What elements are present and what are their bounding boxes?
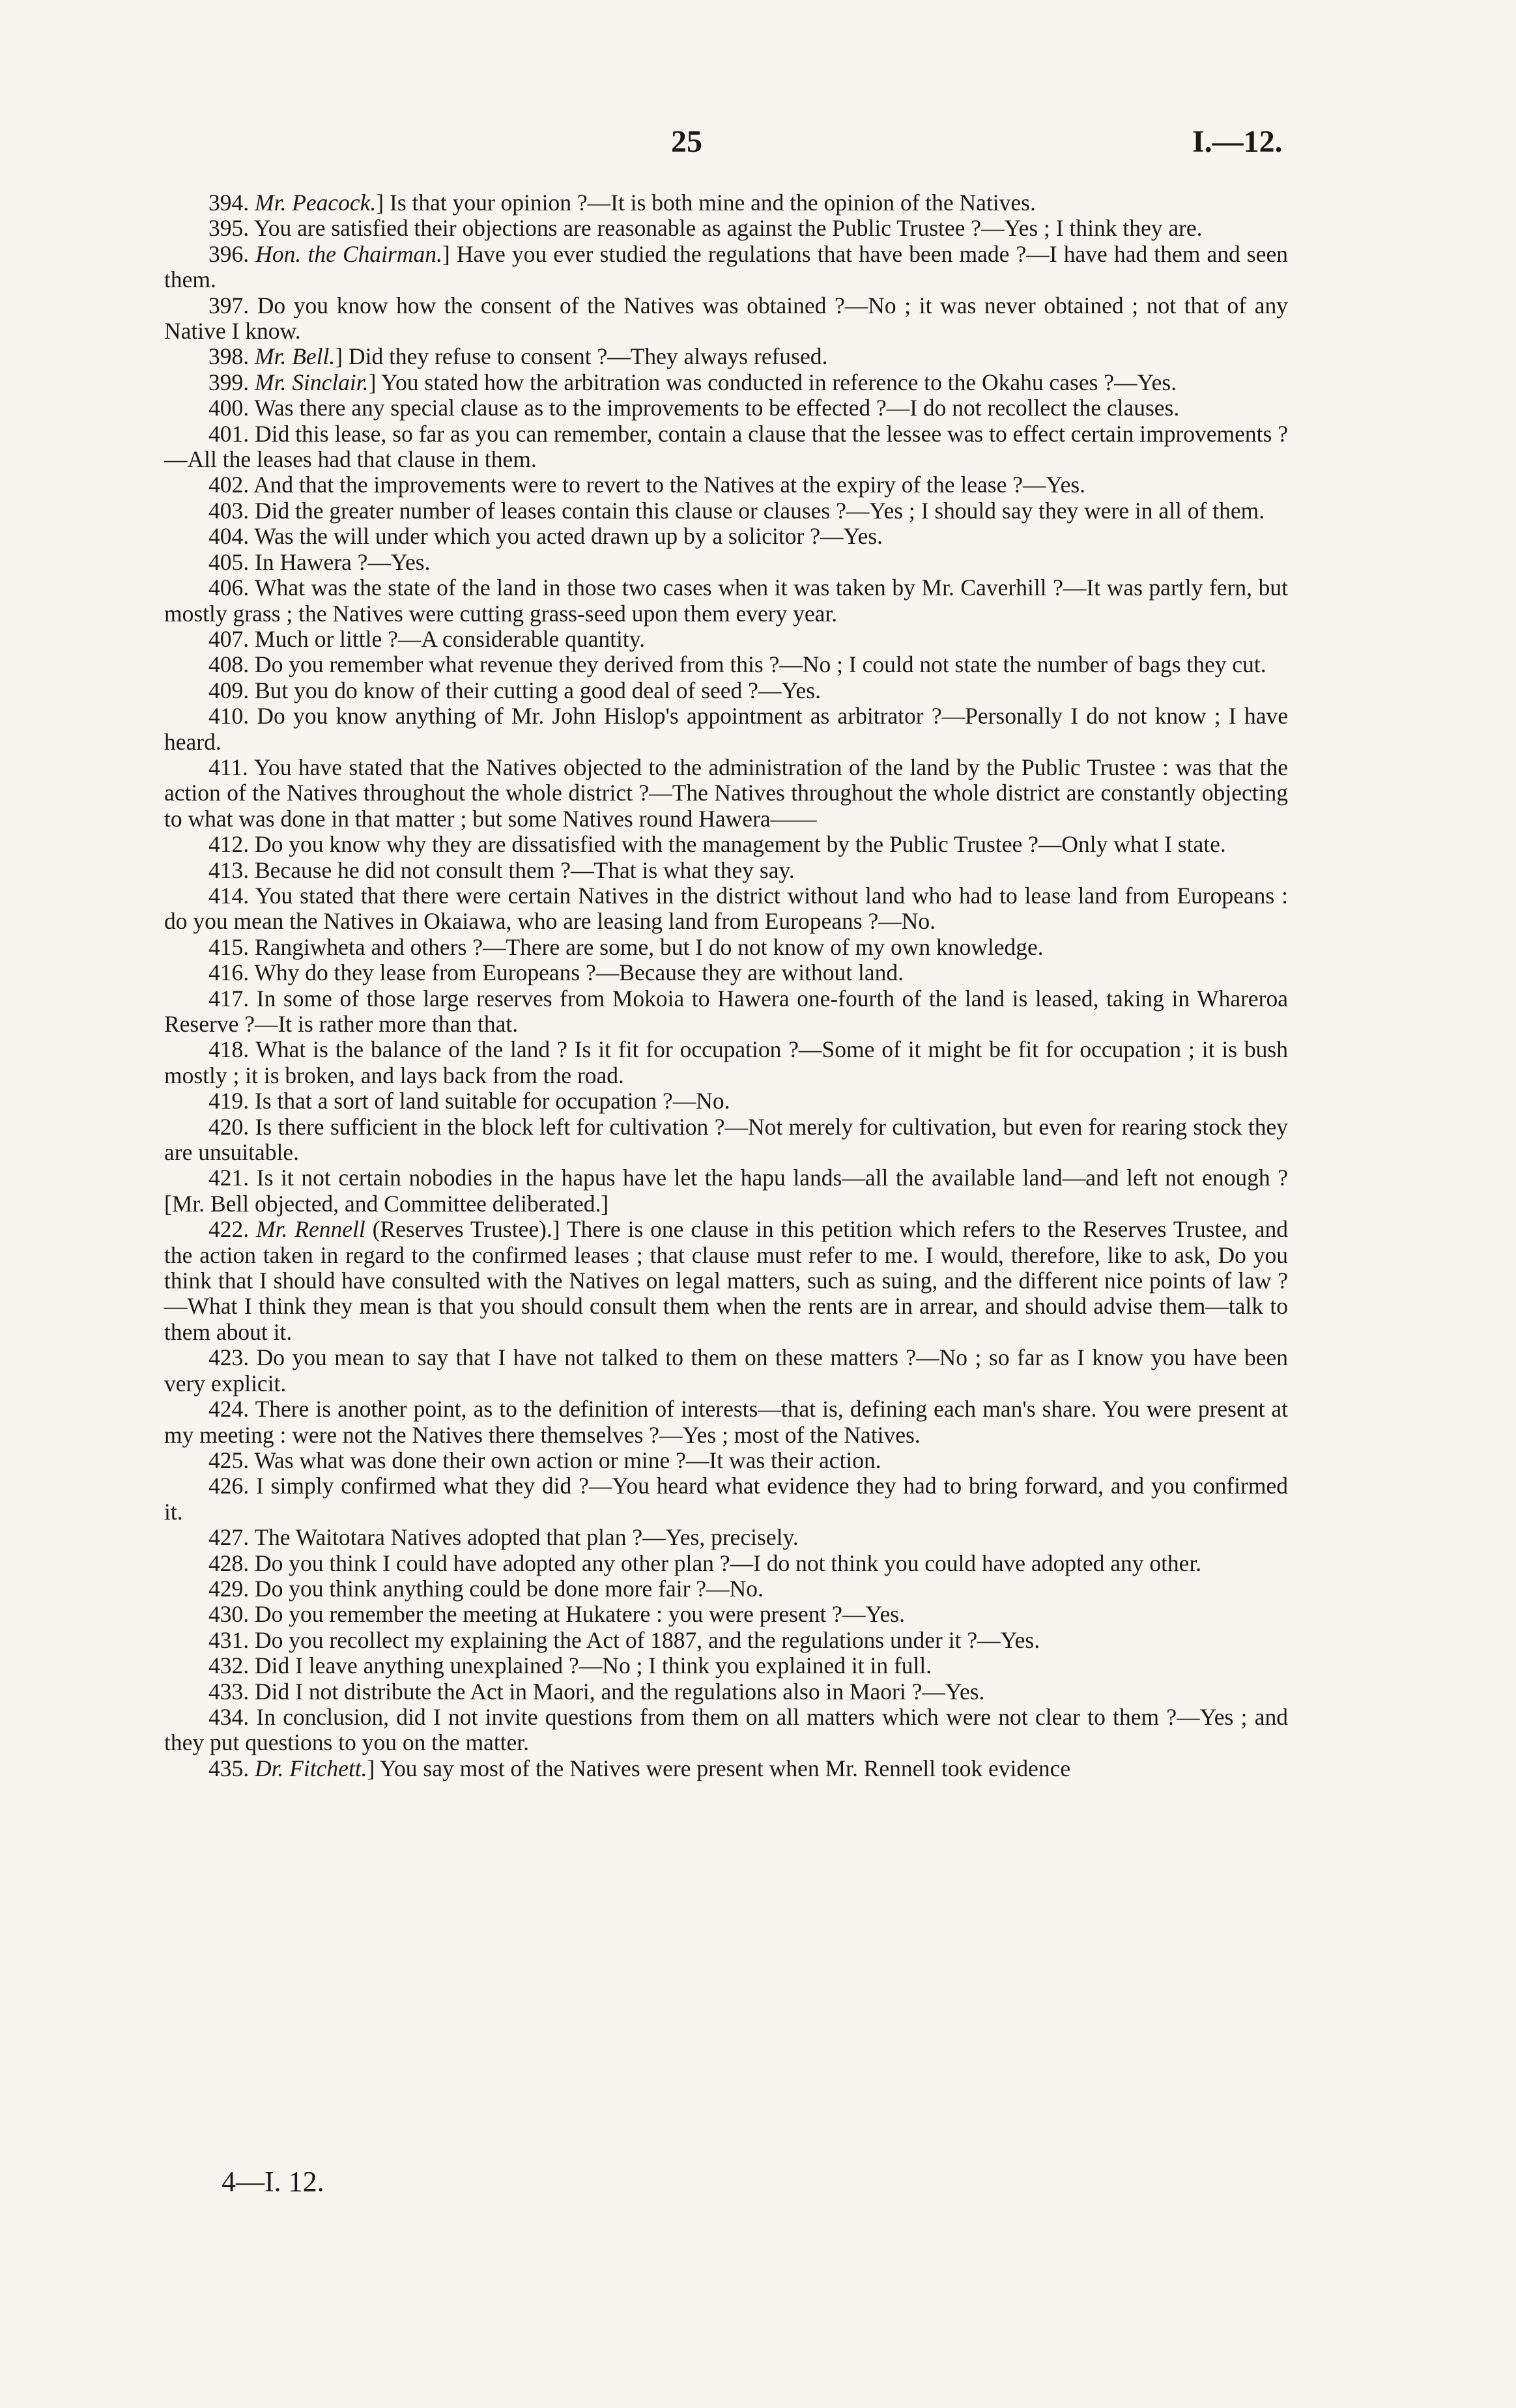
question-number: 425.: [208, 1447, 250, 1473]
question-paragraph: [164, 472, 1288, 498]
question-paragraph: [164, 986, 1288, 1038]
paragraph-text: ] You say most of the Natives were present when Mr. Rennell took evidence: [367, 1755, 1071, 1781]
question-number: 398.: [208, 343, 250, 370]
question-paragraph: [164, 1396, 1288, 1448]
question-number: 406.: [208, 574, 250, 601]
speaker-name: Dr. Fitchett.: [255, 1755, 367, 1781]
question-number: 419.: [208, 1088, 250, 1114]
paragraph-text: Much or little ?—A considerable quantity.: [255, 625, 646, 652]
speaker-name: Mr. Sinclair.: [255, 369, 369, 395]
paragraph-text: Do you remember what revenue they derived from this ?—No ; I could not state the number of bags they cut.: [255, 651, 1266, 678]
paragraph-text: In Hawera ?—Yes.: [255, 548, 431, 575]
question-paragraph: [164, 703, 1288, 755]
question-number: 403.: [208, 497, 250, 524]
question-paragraph: [164, 627, 1288, 652]
question-paragraph: [164, 242, 1288, 293]
question-paragraph: [164, 1705, 1288, 1756]
question-paragraph: [164, 755, 1288, 832]
paragraph-text: Do you remember the meeting at Hukatere : you were present ?—Yes.: [255, 1601, 905, 1628]
question-number: 435.: [208, 1755, 250, 1781]
question-paragraph: [164, 498, 1288, 524]
question-number: 431.: [208, 1626, 250, 1653]
evidence-text: [164, 190, 1288, 1781]
question-number: 423.: [208, 1344, 250, 1371]
question-paragraph: [164, 1217, 1288, 1345]
question-paragraph: [164, 1473, 1288, 1525]
paragraph-text: But you do know of their cutting a good deal of seed ?—Yes.: [255, 677, 821, 703]
paragraph-text: Why do they lease from Europeans ?—Because they are without land.: [254, 959, 904, 986]
question-paragraph: [164, 1602, 1288, 1627]
paragraph-text: Do you know why they are dissatisfied with the management by the Public Trustee ?—Only what I state.: [255, 831, 1226, 858]
question-number: 396.: [208, 240, 250, 267]
paragraph-text: I simply confirmed what they did ?—You heard what evidence they had to bring forward, and you confirmed it.: [164, 1473, 1289, 1525]
question-number: 432.: [208, 1652, 250, 1679]
paragraph-text: The Waitotara Natives adopted that plan ?—Yes, precisely.: [254, 1524, 799, 1551]
paragraph-text: Do you mean to say that I have not talked to them on these matters ?—No ; so far as I know you have been very explicit.: [164, 1344, 1288, 1396]
question-number: 402.: [208, 472, 250, 498]
question-number: 404.: [208, 523, 250, 550]
question-number: 405.: [208, 548, 250, 575]
paragraph-text: ] Did they refuse to consent ?—They always refused.: [335, 343, 828, 370]
speaker-name: Hon. the Chairman.: [255, 240, 442, 267]
question-paragraph: [164, 216, 1288, 241]
question-number: 399.: [208, 369, 250, 395]
question-number: 415.: [208, 933, 250, 960]
question-number: 424.: [208, 1396, 250, 1423]
paragraph-text: In some of those large reserves from Mokoia to Hawera one-fourth of the land is leased, taking in Whareroa Reserve ?—It is rather more than that.: [164, 985, 1288, 1037]
question-paragraph: [164, 1037, 1288, 1088]
paragraph-text: Did I leave anything unexplained ?—No ; I think you explained it in full.: [255, 1652, 932, 1679]
paragraph-text: Was the will under which you acted drawn up by a solicitor ?—Yes.: [254, 523, 883, 550]
question-number: 416.: [208, 959, 250, 986]
question-paragraph: [164, 1576, 1288, 1602]
question-paragraph: [164, 883, 1288, 935]
question-number: 413.: [208, 857, 250, 883]
question-number: 433.: [208, 1678, 250, 1705]
question-number: 400.: [208, 395, 250, 421]
paragraph-text: Was there any special clause as to the improvements to be effected ?—I do not recollect the clauses.: [254, 395, 1180, 421]
question-paragraph: [164, 1679, 1288, 1705]
question-paragraph: [164, 858, 1288, 883]
paragraph-text: ] Is that your opinion ?—It is both mine and the opinion of the Natives.: [376, 190, 1036, 216]
paragraph-text: Is there sufficient in the block left for cultivation ?—Not merely for cultivation, but even for rearing stock they are unsuitable.: [164, 1113, 1288, 1166]
question-paragraph: [164, 293, 1288, 345]
question-paragraph: [164, 1525, 1288, 1550]
paragraph-text: Do you know how the consent of the Natives was obtained ?—No ; it was never obtained ; not that of any Native I know.: [164, 292, 1289, 345]
paragraph-text: Did the greater number of leases contain this clause or clauses ?—Yes ; I should say they were in all of them.: [255, 497, 1265, 524]
question-number: 407.: [208, 625, 250, 652]
question-number: 411.: [208, 754, 248, 780]
question-paragraph: [164, 652, 1288, 677]
question-number: 427.: [208, 1524, 250, 1551]
question-paragraph: [164, 190, 1288, 216]
question-number: 421.: [208, 1165, 250, 1191]
question-number: 414.: [208, 882, 250, 909]
paragraph-text: Because he did not consult them ?—That is what they say.: [255, 857, 795, 883]
paragraph-text: You have stated that the Natives objected to the administration of the land by the Public Trustee : was that the action of the Natives throughout the whole district ?—The Natives throughout the whole district are constantly objecting to what was done in that matter ; but some Natives round Hawera——: [164, 754, 1288, 832]
question-paragraph: [164, 832, 1288, 857]
paragraph-text: Rangiwheta and others ?—There are some, but I do not know of my own knowledge.: [255, 933, 1044, 960]
question-paragraph: [164, 1345, 1288, 1396]
question-number: 410.: [208, 703, 250, 729]
question-paragraph: [164, 395, 1288, 421]
paragraph-text: What was the state of the land in those two cases when it was taken by Mr. Caverhill ?—It was partly fern, but mostly grass ; the Natives were cutting grass-seed upon them every year.: [164, 574, 1288, 627]
paragraph-text: Do you think I could have adopted any other plan ?—I do not think you could have adopted any other.: [255, 1550, 1202, 1576]
question-paragraph: [164, 1653, 1288, 1679]
question-paragraph: [164, 524, 1288, 549]
paragraph-text: Did I not distribute the Act in Maori, and the regulations also in Maori ?—Yes.: [255, 1678, 985, 1705]
question-paragraph: [164, 550, 1288, 575]
question-paragraph: [164, 1448, 1288, 1473]
paragraph-text: Do you recollect my explaining the Act of 1887, and the regulations under it ?—Yes.: [255, 1626, 1040, 1653]
question-number: 422.: [208, 1216, 250, 1243]
question-number: 434.: [208, 1703, 250, 1730]
paragraph-text: Do you think anything could be done more fair ?—No.: [255, 1575, 764, 1602]
question-paragraph: [164, 421, 1288, 473]
question-paragraph: [164, 1088, 1288, 1114]
paragraph-text: In conclusion, did I not invite questions from them on all matters which were not clear to them ?—Yes ; and they put questions to you on the matter.: [164, 1703, 1288, 1756]
question-number: 428.: [208, 1550, 250, 1576]
question-number: 401.: [208, 420, 250, 447]
question-number: 429.: [208, 1575, 250, 1602]
paragraph-text: And that the improvements were to revert to the Natives at the expiry of the lease ?—Yes.: [253, 472, 1086, 498]
question-paragraph: [164, 1165, 1288, 1217]
question-number: 412.: [208, 831, 250, 858]
page-number: 25: [671, 124, 702, 159]
question-number: 395.: [208, 215, 250, 242]
paragraph-text: ] Have you ever studied the regulations that have been made ?—I have had them and seen them.: [164, 240, 1289, 293]
paragraph-text: Do you know anything of Mr. John Hislop's appointment as arbitrator ?—Personally I do not know ; I have heard.: [164, 703, 1289, 755]
question-paragraph: [164, 1628, 1288, 1653]
question-paragraph: [164, 960, 1288, 985]
question-number: 394.: [208, 190, 250, 216]
document-reference: I.—12.: [1192, 124, 1283, 159]
question-paragraph: [164, 1114, 1288, 1166]
paragraph-text: You are satisfied their objections are reasonable as against the Public Trustee ?—Yes ; I think they are.: [253, 215, 1203, 242]
paragraph-text: What is the balance of the land ? Is it fit for occupation ?—Some of it might be fit for occupation ; it is bush mostly ; it is broken, and lays back from the road.: [164, 1036, 1288, 1088]
paragraph-text: ] You stated how the arbitration was conducted in reference to the Okahu cases ?—Yes.: [368, 369, 1177, 395]
speaker-name: Mr. Bell.: [255, 343, 336, 370]
question-number: 417.: [208, 985, 250, 1012]
paragraph-text: Did this lease, so far as you can remember, contain a clause that the lessee was to effect certain improvements ?—All the leases had that clause in them.: [164, 420, 1289, 473]
paragraph-text: There is another point, as to the definition of interests—that is, defining each man's share. You were present at my meeting : were not the Natives there themselves ?—Yes ; most of the Natives.: [164, 1396, 1289, 1448]
question-number: 409.: [208, 677, 250, 703]
question-number: 408.: [208, 651, 250, 678]
paragraph-text: Is that a sort of land suitable for occupation ?—No.: [255, 1088, 730, 1114]
question-number: 426.: [208, 1473, 250, 1499]
speaker-name: Mr. Rennell: [256, 1216, 365, 1243]
question-paragraph: [164, 1551, 1288, 1576]
question-paragraph: [164, 1756, 1288, 1781]
question-paragraph: [164, 370, 1288, 395]
question-number: 397.: [208, 292, 250, 319]
paragraph-text: (Reserves Trustee).] There is one clause in this petition which refers to the Reserves Trustee, and the action taken in regard to the confirmed leases ; that clause must refer to me. I would, therefore, like to ask, Do you think that I should have consulted with the Natives on legal matters, such as suing, and the different nice points of law ?—What I think they mean is that you should consult them when the rents are in arrear, and should advise them—talk to them about it.: [164, 1216, 1288, 1345]
speaker-name: Mr. Peacock.: [255, 190, 377, 216]
question-paragraph: [164, 575, 1288, 627]
question-paragraph: [164, 935, 1288, 960]
paragraph-text: Was what was done their own action or mine ?—It was their action.: [254, 1447, 881, 1473]
paragraph-text: Is it not certain nobodies in the hapus have let the hapu lands—all the available land—and left not enough ? [Mr. Bell objected, and Committee deliberated.]: [164, 1165, 1288, 1217]
question-number: 418.: [208, 1036, 250, 1063]
question-number: 430.: [208, 1601, 250, 1628]
question-paragraph: [164, 678, 1288, 703]
question-number: 420.: [208, 1113, 250, 1140]
paragraph-text: You stated that there were certain Natives in the district without land who had to lease land from Europeans : do you mean the Natives in Okaiawa, who are leasing land from Europeans ?—No.: [164, 882, 1288, 935]
footer-signature: 4—I. 12.: [222, 2166, 324, 2198]
question-paragraph: [164, 344, 1288, 369]
